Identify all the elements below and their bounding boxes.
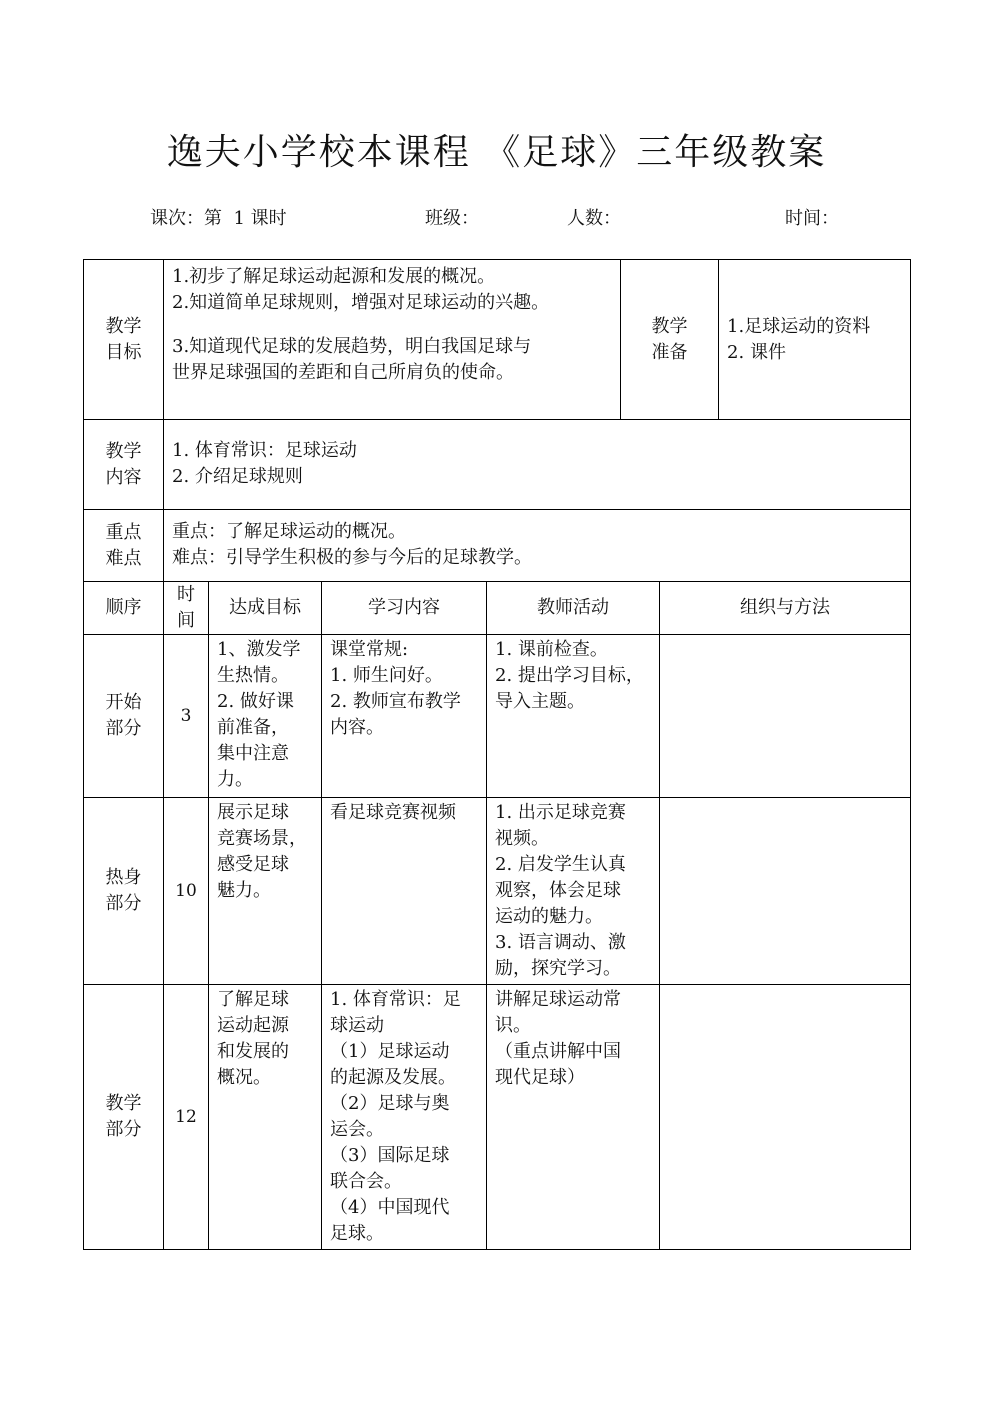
keypoints-text: 重点：了解足球运动的概况。 难点：引导学生积极的参与今后的足球教学。 <box>164 510 911 582</box>
content-row <box>84 420 911 510</box>
teacher-cell: 1. 课前检查。 2. 提出学习目标， 导入主题。 <box>487 635 660 798</box>
table-row <box>84 985 911 1250</box>
lesson-number: 课次：第 1 课时 <box>150 208 287 229</box>
phase-label: 开始 部分 <box>84 635 164 798</box>
study-cell: 课堂常规: 1. 师生问好。 2. 教师宣布教学 内容。 <box>322 635 487 798</box>
org-cell <box>660 635 911 798</box>
class-label: 班级： <box>425 208 479 229</box>
page-title: 逸夫小学校本课程 《足球》三年级教案 <box>166 132 827 173</box>
time-label: 时间： <box>785 208 839 229</box>
teacher-cell: 讲解足球运动常 识。 （重点讲解中国 现代足球） <box>487 985 660 1250</box>
goals-content: 1.初步了解足球运动起源和发展的概况。 2.知道简单足球规则，增强对足球运动的兴趣。 3.知道现代足球的发展趋势，明白我国足球与 世界足球强国的差距和自己所肩负的使命。 <box>164 260 621 420</box>
content-label: 教学 内容 <box>84 420 164 510</box>
goal-cell: 展示足球 竞赛场景， 感受足球 魅力。 <box>209 798 322 985</box>
minutes: 3 <box>164 635 209 798</box>
content-text: 1. 体育常识：足球运动 2. 介绍足球规则 <box>164 420 911 510</box>
header-order: 顺序 <box>84 582 164 635</box>
keypoints-row <box>84 510 911 582</box>
phase-label: 教学 部分 <box>84 985 164 1250</box>
goal-cell: 了解足球 运动起源 和发展的 概况。 <box>209 985 322 1250</box>
study-cell: 1. 体育常识：足 球运动 （1）足球运动 的起源及发展。 （2）足球与奥 运会。 （3）国际足球 联合会。 （4）中国现代 足球。 <box>322 985 487 1250</box>
header-time: 时 间 <box>164 582 209 635</box>
goal-cell: 1、激发学 生热情。 2. 做好课 前准备， 集中注意 力。 <box>209 635 322 798</box>
student-count-label: 人数： <box>567 208 621 229</box>
org-cell <box>660 985 911 1250</box>
prep-content: 1.足球运动的资料 2. 课件 <box>719 260 911 420</box>
schedule-header-row <box>84 582 911 635</box>
lesson-plan-table <box>83 259 911 1250</box>
phase-label: 热身 部分 <box>84 798 164 985</box>
header-study: 学习内容 <box>322 582 487 635</box>
goals-row <box>84 260 911 420</box>
study-cell: 看足球竞赛视频 <box>322 798 487 985</box>
org-cell <box>660 798 911 985</box>
header-teacher: 教师活动 <box>487 582 660 635</box>
minutes: 10 <box>164 798 209 985</box>
teacher-cell: 1. 出示足球竞赛 视频。 2. 启发学生认真 观察，体会足球 运动的魅力。 3. 语言调动、激 励，探究学习。 <box>487 798 660 985</box>
header-goal: 达成目标 <box>209 582 322 635</box>
table-row <box>84 798 911 985</box>
goals-label: 教学 目标 <box>84 260 164 420</box>
prep-label: 教学 准备 <box>621 260 719 420</box>
header-org: 组织与方法 <box>660 582 911 635</box>
keypoints-label: 重点 难点 <box>84 510 164 582</box>
table-row <box>84 635 911 798</box>
minutes: 12 <box>164 985 209 1250</box>
